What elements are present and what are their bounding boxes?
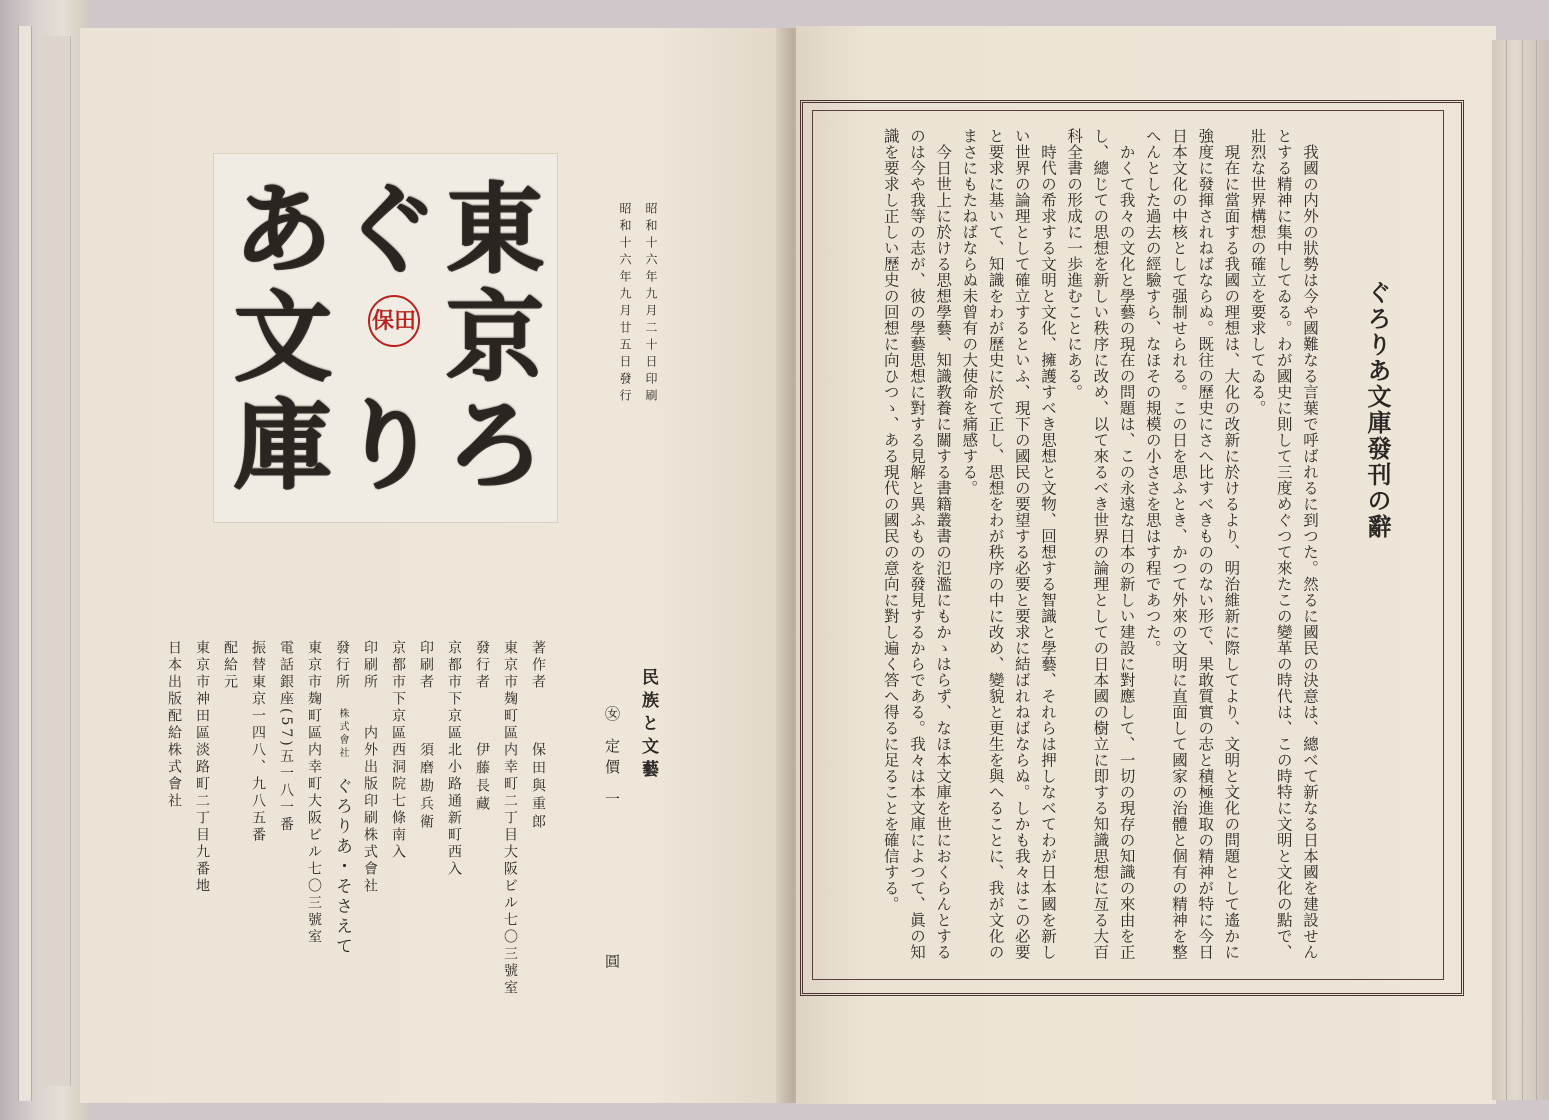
distributor-name: 日本出版配給株式會社	[166, 640, 182, 810]
preface-paragraph: 今日世上に於ける思想學藝、知識教養に關する書籍叢書の氾濫にもかゝはらず、なほ本文庫を世におくらんとするのは今や我等の志が、彼の學藝思想に對する見解と異ふものを發見するからである。我々は本文庫によつて、眞の知識を要求し正しい歷史の回想に向ひつゝ、ある現代の國民の意向に對し遍く答へ得るに足ることを確信する。	[881, 128, 953, 960]
preface-paragraph: 我國の内外の狀勢は今や國難なる言葉で呼ばれるに到つた。然るに國民の決意は、總べて新なる日本國を建設せんとする精神に集中してゐる。わが國史に則して三度めぐつて來たこの變革の時代は、この時特に文明と文化の點で、壯烈な世界構想の確立を要求してゐる。	[1248, 128, 1319, 960]
print-dates	[612, 202, 664, 452]
preface-paragraph: 現在に當面する我國の理想は、大化の改新に於けるより、明治維新に際してより、文明と文化の問題として遙かに強度に發揮されねばならぬ。既往の歷史にさへ比すべきもののない形で、果敢質實の志と積極進取の精神が特に今日日本文化の中核として强制せられる。この日を思ふとき、かつて外來の文明に直面して國家の治體と個有の精神を整へんとした過去の經驗すら、なほその規模の小ささを思はす程であつた。	[1143, 128, 1241, 960]
issuer-line: 發行所 株式會社 ぐろりあ・そさえて	[332, 640, 352, 957]
printshop-line: 印刷所 内外出版印刷株式會社	[362, 640, 378, 895]
publish-date: 昭和十六年九月廿五日發行	[618, 202, 632, 406]
colophon	[160, 640, 552, 1030]
book-edge-right	[1492, 40, 1549, 1100]
print-date: 昭和十六年九月二十日印刷	[644, 202, 658, 406]
printshop-address: 京都市下京區西洞院七條南入	[390, 640, 406, 861]
seal-char: 文	[234, 280, 333, 395]
seal-char: ろ	[446, 388, 545, 503]
preface-title: ぐろりあ文庫發刊の辭	[1363, 280, 1392, 540]
distributor-role: 配給元	[222, 640, 238, 691]
red-stamp: 保田	[368, 295, 420, 347]
seal-char: 庫	[234, 388, 333, 503]
seal-char: り	[340, 388, 439, 503]
page-stack-edge	[18, 26, 32, 1101]
book-title: 民族と文藝	[638, 668, 658, 783]
page-stack-edge	[40, 36, 71, 1086]
printer-line: 印刷者 須磨勘兵衛	[418, 640, 434, 832]
author-line: 著作者 保田與重郎	[530, 640, 546, 832]
preface-body	[838, 128, 1323, 960]
seal-char: あ	[234, 172, 333, 287]
publisher-seal	[213, 153, 558, 523]
seal-char: 東	[446, 172, 545, 287]
price-label: 定價	[603, 737, 621, 780]
preface-paragraph: 時代の希求する文明と文化、擁護すべき思想と文物、回想する智識と學藝、それらは押しなべてわが日本國を新しい世界の論理として確立するといふ、現下の國民の要望する必要と要求に結ばれねばならぬ。しかも我々はこの必要と要求に基いて、知識をわが歷史に於て正し、思想をわが秩序の中に改め、變貌と更生を與へることに、我が文化のまさにもたねばならぬ未曾有の大使命を痛感する。	[960, 128, 1057, 960]
price-unit: 圓	[603, 953, 621, 975]
issuer-transfer: 振替東京一四八、九八五番	[250, 640, 266, 844]
printer-address: 京都市下京區北小路通新町西入	[446, 640, 462, 878]
book-price	[602, 706, 623, 974]
issuer-phone: 電話銀座(57)五一八一番	[278, 640, 294, 834]
price-amount: 一	[603, 790, 621, 812]
distributor-address: 東京市神田區淡路町二丁目九番地	[194, 640, 210, 895]
publisher-address: 東京市麹町區内幸町二丁目大阪ビル七〇三號室	[502, 640, 518, 997]
issuer-address: 東京市麹町區内幸町大阪ビル七〇三號室	[306, 640, 322, 946]
seal-char: ぐ	[340, 172, 439, 287]
preface-paragraph: かくて我々の文化と學藝の現在の問題は、この永遠な日本の新しい建設に對應して、一切の現存の知識の來由を正し、總じての思想を新しい秩序に改め、以て來るべき世界の論理としての日本國の樹立に即する知識思想に亙る大百科全書の形成に一歩進むことにある。	[1065, 128, 1136, 960]
price-mark: ㊛	[603, 706, 621, 727]
seal-char: 京	[446, 280, 545, 395]
publisher-line: 發行者 伊藤長藏	[474, 640, 490, 814]
